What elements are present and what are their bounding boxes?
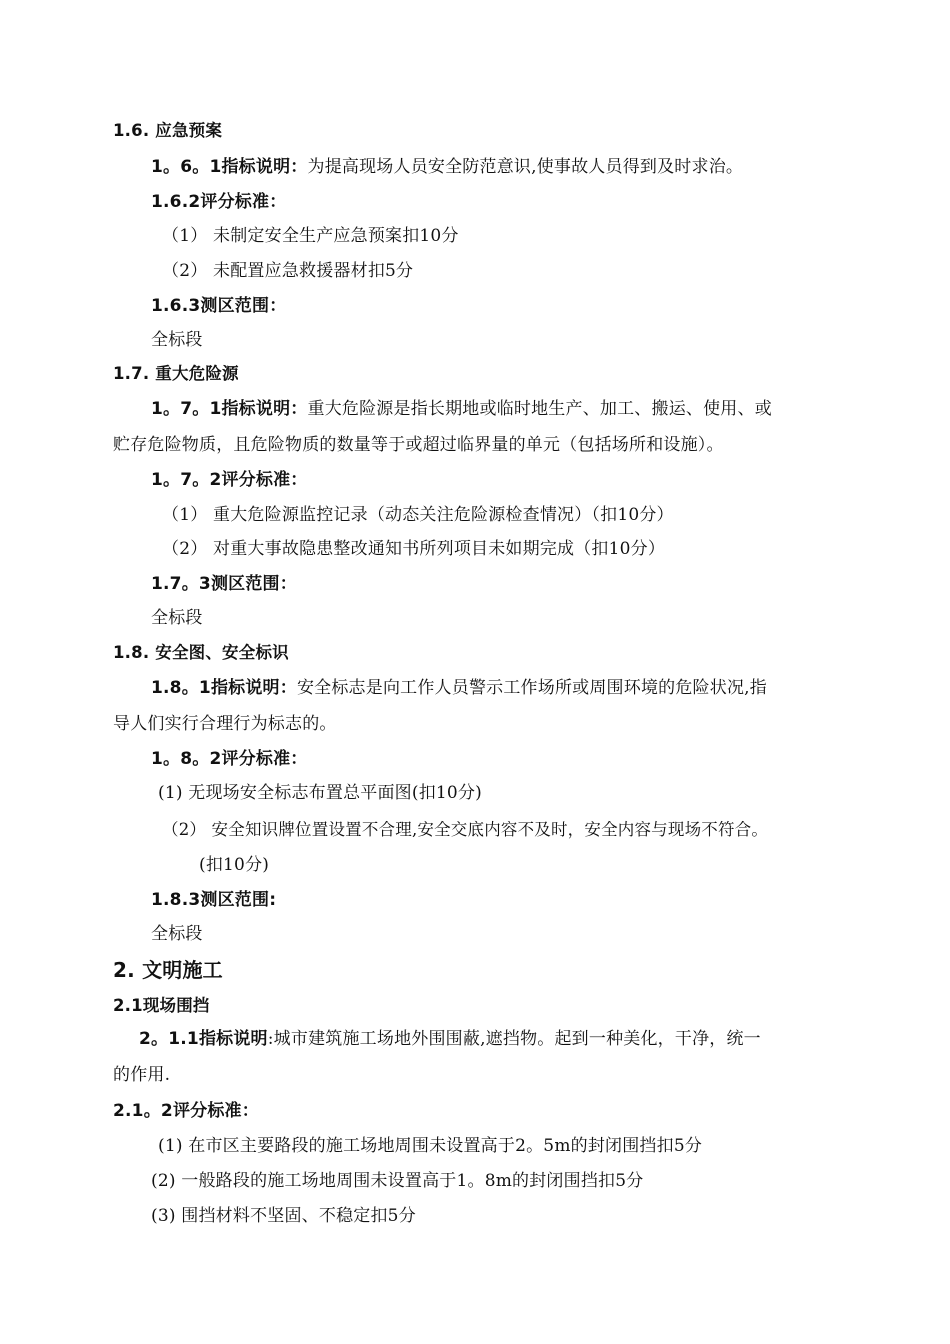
indicator-1-7-1 [151, 397, 772, 421]
indicator-label: 1。6。1指标说明： [151, 157, 308, 177]
criteria-item: （1） 未制定安全生产应急预案扣10分 [162, 226, 459, 246]
criteria-label-1-8-2: 1。8。2评分标准： [151, 749, 308, 769]
indicator-text: 安全标志是向工作人员警示工作场所或周围环境的危险状况,指 [296, 678, 767, 698]
criteria-label-1-6-2: 1.6.2评分标准： [151, 192, 287, 212]
indicator-text: 为提高现场人员安全防范意识,使事故人员得到及时求治。 [307, 157, 744, 177]
criteria-item: （2） 安全知识牌位置设置不合理,安全交底内容不及时，安全内容与现场不符合。 [162, 820, 769, 839]
criteria-label-2-1-2: 2.1。2评分标准： [113, 1101, 259, 1121]
criteria-item: （1） 重大危险源监控记录（动态关注危险源检查情况）（扣10分） [162, 505, 674, 525]
criteria-item-continued: (扣10分) [199, 855, 270, 875]
indicator-label: 2。1.1指标说明 [139, 1029, 268, 1049]
range-label-1-8-3: 1.8.3测区范围: [151, 890, 277, 910]
indicator-label: 1。7。1指标说明： [151, 399, 308, 419]
indicator-1-8-1 [151, 676, 767, 700]
criteria-item: (1) 在市区主要路段的施工场地周围未设置高于2。5m的封闭围挡扣5分 [158, 1136, 703, 1156]
criteria-item: (3) 围挡材料不坚固、不稳定扣5分 [151, 1206, 416, 1226]
criteria-item: (1) 无现场安全标志布置总平面图(扣10分) [158, 783, 482, 803]
indicator-label: 1.8。1指标说明： [151, 678, 297, 698]
range-value: 全标段 [151, 608, 203, 628]
range-label-1-6-3: 1.6.3测区范围： [151, 296, 287, 316]
section-heading-1-8: 1.8. 安全图、安全标识 [113, 643, 289, 662]
indicator-2-1-1 [139, 1027, 761, 1051]
indicator-text-continued: 贮存危险物质，且危险物质的数量等于或超过临界量的单元（包括场所和设施）。 [113, 435, 724, 455]
section-heading-2: 2. 文明施工 [113, 958, 223, 982]
criteria-label-1-7-2: 1。7。2评分标准： [151, 470, 308, 490]
indicator-1-6-1 [151, 155, 743, 179]
indicator-text-continued: 的作用. [113, 1065, 171, 1085]
indicator-text: 重大危险源是指长期地或临时地生产、加工、搬运、使用、或 [307, 399, 772, 419]
section-heading-1-7: 1.7. 重大危险源 [113, 364, 239, 383]
range-value: 全标段 [151, 330, 203, 350]
range-label-1-7-3: 1.7。3测区范围： [151, 574, 297, 594]
section-heading-1-6: 1.6. 应急预案 [113, 121, 223, 140]
criteria-item: （2） 对重大事故隐患整改通知书所列项目未如期完成（扣10分） [162, 539, 666, 559]
criteria-item: (2) 一般路段的施工场地周围未设置高于1。8m的封闭围挡扣5分 [151, 1171, 644, 1191]
criteria-item: （2） 未配置应急救援器材扣5分 [162, 261, 414, 281]
subsection-heading-2-1: 2.1现场围挡 [113, 996, 210, 1015]
indicator-text-continued: 导人们实行合理行为标志的。 [113, 714, 337, 734]
range-value: 全标段 [151, 924, 203, 944]
indicator-text: :城市建筑施工场地外围围蔽,遮挡物。起到一种美化，干净，统一 [267, 1029, 761, 1049]
